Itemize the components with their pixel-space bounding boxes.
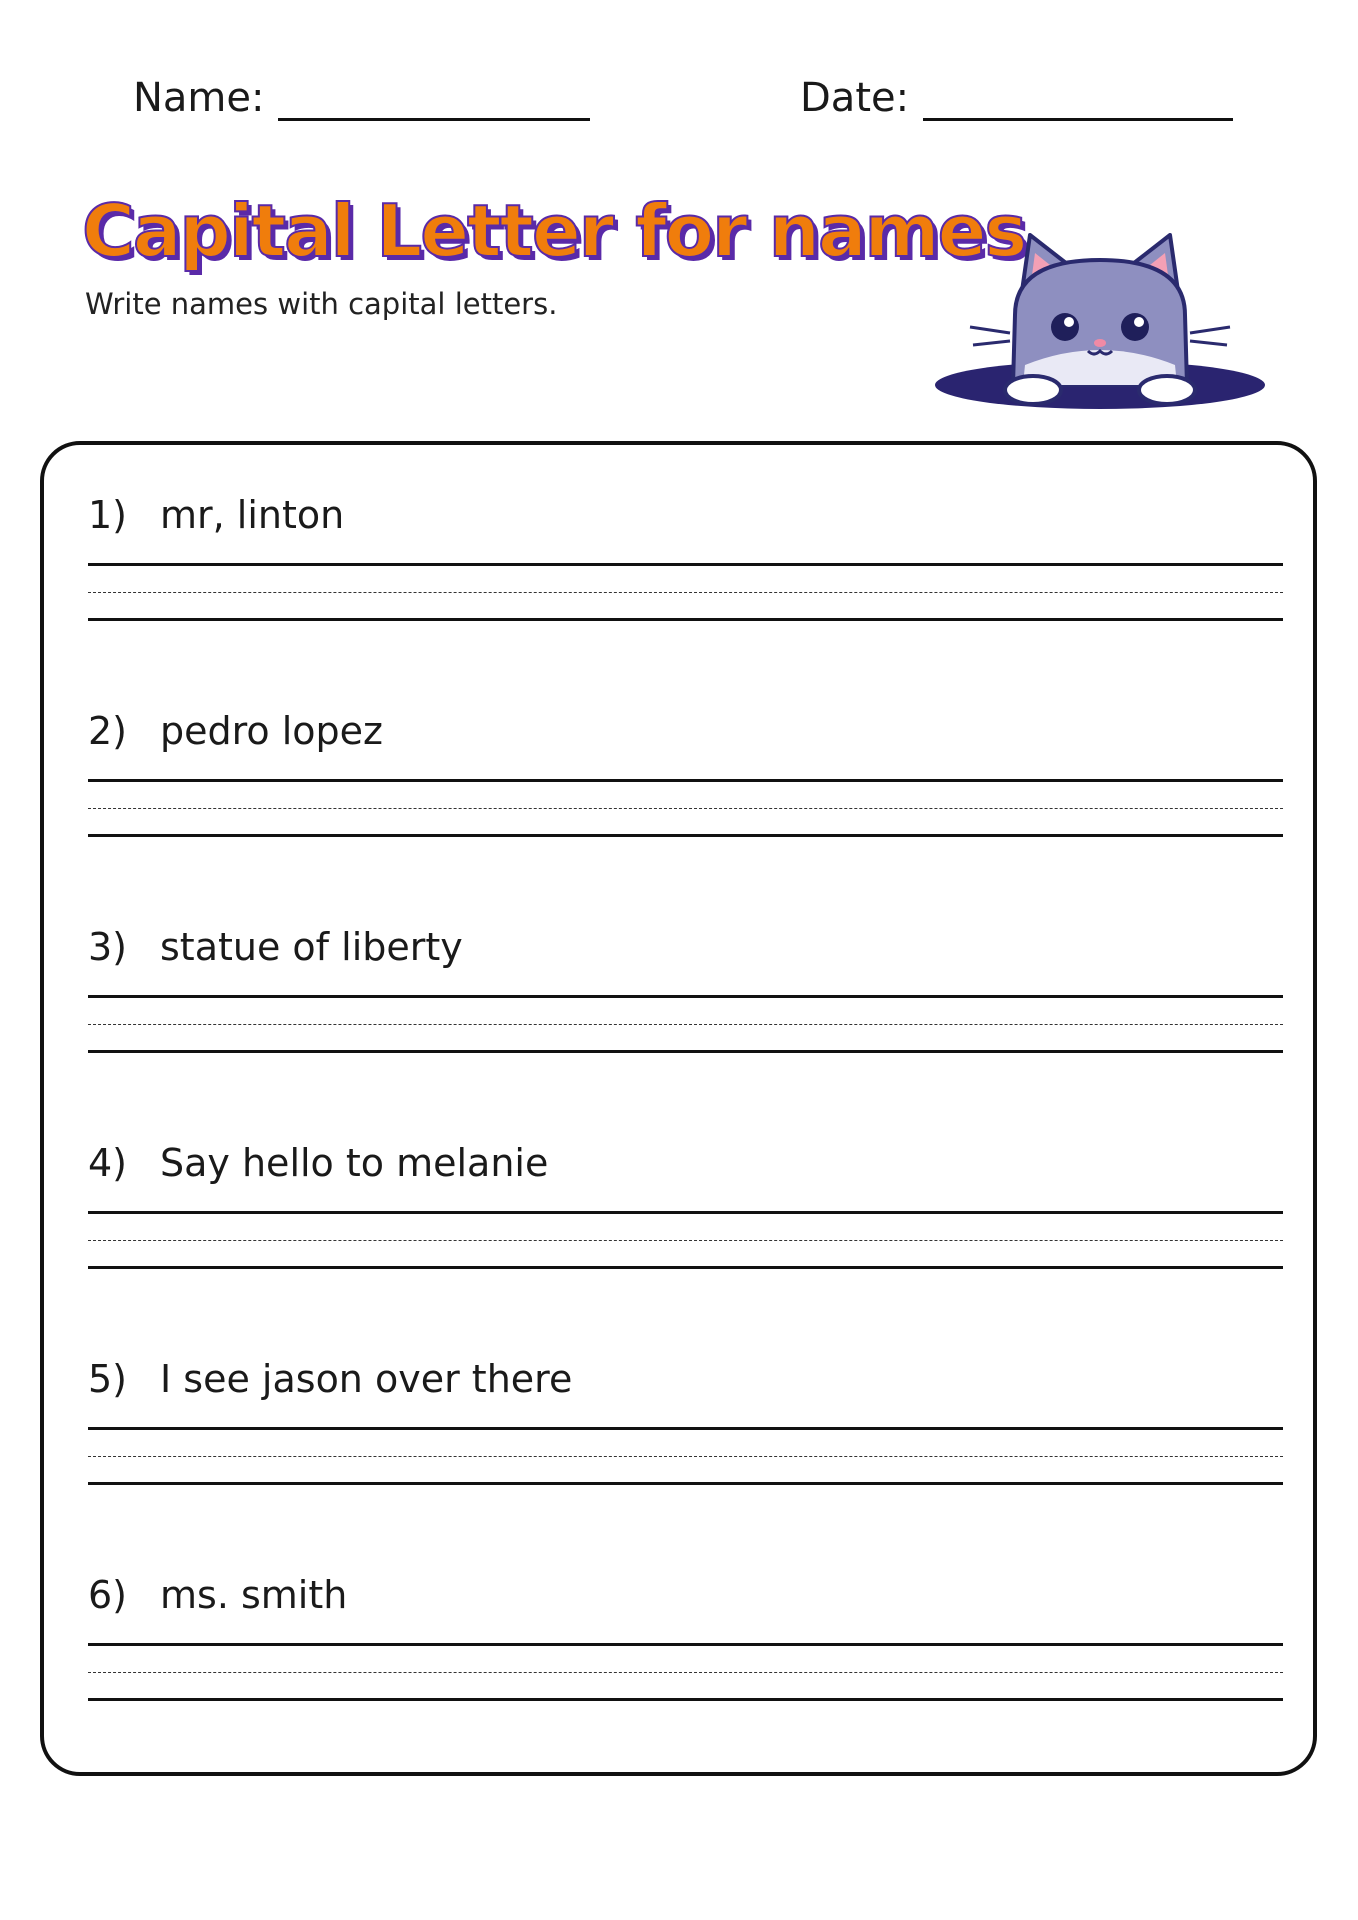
cat-right-paw: [1139, 376, 1195, 404]
writing-line-top[interactable]: [88, 1211, 1283, 1214]
writing-line-dashed: [88, 1456, 1283, 1457]
item-number: 2): [88, 709, 128, 753]
cat-left-eye: [1051, 313, 1079, 341]
writing-line-top[interactable]: [88, 995, 1283, 998]
cat-left-paw: [1005, 376, 1061, 404]
name-label: Name:: [133, 75, 265, 121]
item-prompt: mr, linton: [160, 493, 345, 537]
item-number: 5): [88, 1357, 128, 1401]
worksheet-title: Capital Letter for names: [82, 189, 1026, 273]
date-field[interactable]: [800, 72, 1233, 121]
item-prompt: statue of liberty: [160, 925, 463, 969]
writing-line-top[interactable]: [88, 779, 1283, 782]
writing-line-bottom[interactable]: [88, 1050, 1283, 1053]
writing-line-top[interactable]: [88, 1643, 1283, 1646]
exercise-item: [88, 1357, 1283, 1557]
writing-line-bottom[interactable]: [88, 618, 1283, 621]
writing-line-top[interactable]: [88, 1427, 1283, 1430]
item-number: 1): [88, 493, 128, 537]
cat-illustration: [925, 215, 1275, 415]
item-number: 6): [88, 1573, 128, 1617]
cat-right-eye: [1121, 313, 1149, 341]
name-field[interactable]: [133, 72, 590, 121]
exercise-item: [88, 493, 1283, 693]
item-prompt: I see jason over there: [160, 1357, 573, 1401]
writing-line-bottom[interactable]: [88, 834, 1283, 837]
name-blank-line[interactable]: [278, 72, 590, 121]
item-prompt: pedro lopez: [160, 709, 383, 753]
writing-line-dashed: [88, 808, 1283, 809]
date-blank-line[interactable]: [923, 72, 1233, 121]
item-prompt: ms. smith: [160, 1573, 348, 1617]
exercise-item: [88, 1573, 1283, 1773]
writing-line-top[interactable]: [88, 563, 1283, 566]
writing-line-dashed: [88, 1240, 1283, 1241]
item-prompt: Say hello to melanie: [160, 1141, 549, 1185]
date-label: Date:: [800, 75, 910, 121]
worksheet-instructions: Write names with capital letters.: [85, 287, 558, 321]
writing-line-dashed: [88, 1672, 1283, 1673]
writing-line-bottom[interactable]: [88, 1266, 1283, 1269]
writing-line-dashed: [88, 592, 1283, 593]
exercise-item: [88, 925, 1283, 1125]
writing-line-dashed: [88, 1024, 1283, 1025]
item-number: 4): [88, 1141, 128, 1185]
exercise-item: [88, 709, 1283, 909]
writing-line-bottom[interactable]: [88, 1698, 1283, 1701]
item-number: 3): [88, 925, 128, 969]
writing-line-bottom[interactable]: [88, 1482, 1283, 1485]
exercise-item: [88, 1141, 1283, 1341]
